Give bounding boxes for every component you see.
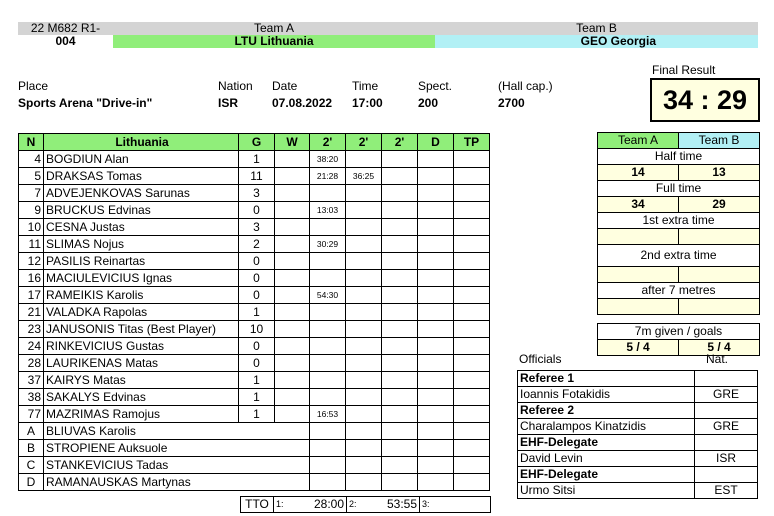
player-suspension-3 — [382, 321, 418, 338]
team-official-row — [19, 423, 490, 440]
team-official-cell — [310, 457, 346, 474]
player-warning — [275, 355, 310, 372]
after-7m-a — [598, 299, 679, 315]
match-header — [18, 22, 758, 48]
player-row — [19, 270, 490, 287]
player-name: RAMEIKIS Karolis — [44, 287, 239, 304]
player-warning — [275, 202, 310, 219]
team-official-cell — [382, 474, 418, 491]
player-suspension-1 — [310, 389, 346, 406]
player-tp — [454, 253, 490, 270]
player-goals: 1 — [239, 304, 275, 321]
officials-label: Officials — [519, 352, 562, 366]
player-suspension-1 — [310, 219, 346, 236]
team-official-cell — [346, 440, 382, 457]
player-suspension-1 — [310, 355, 346, 372]
player-suspension-1 — [310, 304, 346, 321]
player-disqualification — [418, 338, 454, 355]
player-disqualification — [418, 372, 454, 389]
player-warning — [275, 406, 310, 423]
player-warning — [275, 236, 310, 253]
player-suspension-2: 36:25 — [346, 168, 382, 185]
official-role: Referee 2 — [518, 403, 695, 419]
player-row — [19, 321, 490, 338]
team-official-row — [19, 457, 490, 474]
player-disqualification — [418, 321, 454, 338]
player-goals: 0 — [239, 355, 275, 372]
official-nationality: GRE — [695, 419, 758, 435]
player-suspension-1: 13:03 — [310, 202, 346, 219]
team-official-name: RAMANAUSKAS Martynas — [44, 474, 310, 491]
official-name-row — [518, 387, 758, 403]
nation-label: Nation — [218, 79, 253, 93]
player-row — [19, 338, 490, 355]
time-value: 17:00 — [352, 96, 383, 110]
tto-3-label: 3: — [420, 497, 443, 513]
player-goals: 3 — [239, 219, 275, 236]
team-official-letter: B — [19, 440, 44, 457]
team-a-label: Team A — [113, 22, 435, 35]
half-time-label: Half time — [598, 149, 760, 165]
player-name: RINKEVICIUS Gustas — [44, 338, 239, 355]
player-tp — [454, 355, 490, 372]
player-name: DRAKSAS Tomas — [44, 168, 239, 185]
col-header-goals: G — [239, 134, 275, 151]
player-suspension-2 — [346, 389, 382, 406]
final-result-label: Final Result — [652, 63, 716, 77]
player-row — [19, 168, 490, 185]
team-official-cell — [418, 440, 454, 457]
official-nationality: ISR — [695, 451, 758, 467]
player-goals: 0 — [239, 287, 275, 304]
player-number: 38 — [19, 389, 44, 406]
player-name: SLIMAS Nojus — [44, 236, 239, 253]
player-warning — [275, 219, 310, 236]
col-header-n: N — [19, 134, 44, 151]
col-header-warning: W — [275, 134, 310, 151]
player-goals: 1 — [239, 151, 275, 168]
player-disqualification — [418, 202, 454, 219]
player-number: 12 — [19, 253, 44, 270]
player-tp — [454, 338, 490, 355]
player-suspension-2 — [346, 304, 382, 321]
player-goals: 11 — [239, 168, 275, 185]
spect-label: Spect. — [418, 79, 453, 93]
player-tp — [454, 185, 490, 202]
officials-table — [517, 370, 758, 499]
official-role-row — [518, 435, 758, 451]
player-suspension-2 — [346, 406, 382, 423]
col-header-suspension-3: 2' — [382, 134, 418, 151]
player-goals: 1 — [239, 372, 275, 389]
player-warning — [275, 185, 310, 202]
team-b-label: Team B — [435, 22, 758, 35]
full-time-label: Full time — [598, 181, 760, 197]
player-number: 37 — [19, 372, 44, 389]
player-number: 9 — [19, 202, 44, 219]
player-suspension-1: 21:28 — [310, 168, 346, 185]
player-tp — [454, 389, 490, 406]
player-name: LAURIKENAS Matas — [44, 355, 239, 372]
player-tp — [454, 236, 490, 253]
team-official-cell — [418, 474, 454, 491]
player-name: SAKALYS Edvinas — [44, 389, 239, 406]
extra-time-1-a — [598, 229, 679, 245]
player-row — [19, 202, 490, 219]
player-suspension-2 — [346, 270, 382, 287]
team-official-cell — [454, 457, 490, 474]
date-value: 07.08.2022 — [272, 96, 333, 110]
official-role-row — [518, 403, 758, 419]
player-suspension-1 — [310, 321, 346, 338]
player-suspension-3 — [382, 168, 418, 185]
team-official-cell — [346, 457, 382, 474]
player-warning — [275, 389, 310, 406]
player-suspension-3 — [382, 338, 418, 355]
col-header-suspension-2: 2' — [346, 134, 382, 151]
player-warning — [275, 321, 310, 338]
tto-row — [240, 496, 491, 513]
player-disqualification — [418, 151, 454, 168]
player-suspension-3 — [382, 151, 418, 168]
player-suspension-3 — [382, 304, 418, 321]
player-name: ADVEJENKOVAS Sarunas — [44, 185, 239, 202]
official-nationality: GRE — [695, 387, 758, 403]
hallcap-label: (Hall cap.) — [498, 79, 553, 93]
official-name-row — [518, 483, 758, 499]
player-suspension-3 — [382, 287, 418, 304]
player-tp — [454, 151, 490, 168]
official-role-nat-cell — [695, 371, 758, 387]
player-tp — [454, 287, 490, 304]
player-suspension-3 — [382, 185, 418, 202]
team-official-cell — [310, 474, 346, 491]
team-official-cell — [310, 423, 346, 440]
player-disqualification — [418, 304, 454, 321]
player-disqualification — [418, 185, 454, 202]
team-official-cell — [418, 423, 454, 440]
player-suspension-3 — [382, 270, 418, 287]
player-goals: 0 — [239, 270, 275, 287]
player-suspension-2 — [346, 236, 382, 253]
player-suspension-1 — [310, 270, 346, 287]
player-name: JANUSONIS Titas (Best Player) — [44, 321, 239, 338]
results-table — [597, 132, 760, 356]
team-official-letter: C — [19, 457, 44, 474]
tto-3-value — [442, 497, 491, 513]
team-official-name: STANKEVICIUS Tadas — [44, 457, 310, 474]
player-suspension-2 — [346, 287, 382, 304]
team-official-cell — [382, 440, 418, 457]
team-official-row — [19, 440, 490, 457]
player-goals: 3 — [239, 185, 275, 202]
player-suspension-1: 54:30 — [310, 287, 346, 304]
player-row — [19, 406, 490, 423]
hallcap-value: 2700 — [498, 96, 525, 110]
player-goals: 2 — [239, 236, 275, 253]
team-official-row — [19, 474, 490, 491]
player-row — [19, 185, 490, 202]
player-suspension-1 — [310, 338, 346, 355]
team-official-cell — [454, 440, 490, 457]
player-suspension-3 — [382, 406, 418, 423]
tto-2-value: 53:55 — [369, 497, 420, 513]
time-label: Time — [352, 79, 379, 93]
official-role-row — [518, 371, 758, 387]
team-a-name: LTU Lithuania — [113, 35, 435, 48]
col-header-tp: TP — [454, 134, 490, 151]
player-disqualification — [418, 168, 454, 185]
player-goals: 0 — [239, 338, 275, 355]
player-warning — [275, 304, 310, 321]
results-spacer — [598, 315, 760, 324]
player-tp — [454, 372, 490, 389]
player-suspension-2 — [346, 202, 382, 219]
official-role: Referee 1 — [518, 371, 695, 387]
match-code: 22 M682 R1- — [18, 22, 113, 35]
team-official-cell — [454, 423, 490, 440]
players-header-row — [19, 134, 490, 151]
player-suspension-3 — [382, 253, 418, 270]
player-name: MACIULEVICIUS Ignas — [44, 270, 239, 287]
player-number: 21 — [19, 304, 44, 321]
tto-1-value: 28:00 — [296, 497, 347, 513]
results-team-a: Team A — [598, 133, 679, 149]
team-official-cell — [346, 474, 382, 491]
player-disqualification — [418, 236, 454, 253]
official-role: EHF-Delegate — [518, 467, 695, 483]
sevenm-b: 5 / 4 — [679, 340, 760, 356]
player-row — [19, 151, 490, 168]
player-suspension-2 — [346, 185, 382, 202]
extra-time-1-b — [679, 229, 760, 245]
final-score: 34 : 29 — [650, 78, 760, 122]
player-suspension-2 — [346, 219, 382, 236]
player-suspension-3 — [382, 389, 418, 406]
official-role: EHF-Delegate — [518, 435, 695, 451]
player-suspension-2 — [346, 321, 382, 338]
player-name: VALADKA Rapolas — [44, 304, 239, 321]
player-name: MAZRIMAS Ramojus — [44, 406, 239, 423]
official-nationality: EST — [695, 483, 758, 499]
player-goals: 1 — [239, 406, 275, 423]
player-warning — [275, 338, 310, 355]
extra-time-2-a — [598, 267, 679, 283]
player-warning — [275, 287, 310, 304]
player-disqualification — [418, 270, 454, 287]
official-role-nat-cell — [695, 403, 758, 419]
player-name: CESNA Justas — [44, 219, 239, 236]
player-number: 23 — [19, 321, 44, 338]
player-tp — [454, 406, 490, 423]
team-official-cell — [310, 440, 346, 457]
player-name: BOGDIUN Alan — [44, 151, 239, 168]
player-disqualification — [418, 253, 454, 270]
player-warning — [275, 151, 310, 168]
player-number: 28 — [19, 355, 44, 372]
tto-1-label: 1: — [274, 497, 297, 513]
player-number: 24 — [19, 338, 44, 355]
player-suspension-3 — [382, 219, 418, 236]
player-disqualification — [418, 355, 454, 372]
official-role-row — [518, 467, 758, 483]
player-suspension-1: 30:29 — [310, 236, 346, 253]
player-tp — [454, 202, 490, 219]
team-official-cell — [454, 474, 490, 491]
player-warning — [275, 372, 310, 389]
nation-value: ISR — [218, 96, 239, 110]
player-tp — [454, 168, 490, 185]
player-suspension-2 — [346, 372, 382, 389]
player-goals: 0 — [239, 253, 275, 270]
player-number: 16 — [19, 270, 44, 287]
player-number: 7 — [19, 185, 44, 202]
team-official-cell — [346, 423, 382, 440]
player-suspension-3 — [382, 355, 418, 372]
team-official-letter: A — [19, 423, 44, 440]
official-name: Charalampos Kinatzidis — [518, 419, 695, 435]
player-row — [19, 372, 490, 389]
player-number: 77 — [19, 406, 44, 423]
official-name-row — [518, 451, 758, 467]
match-number: 004 — [55, 34, 76, 48]
official-name: Urmo Sitsi — [518, 483, 695, 499]
player-suspension-1: 16:53 — [310, 406, 346, 423]
player-name: PASILIS Reinartas — [44, 253, 239, 270]
extra-time-2-b — [679, 267, 760, 283]
player-row — [19, 253, 490, 270]
player-row — [19, 219, 490, 236]
player-disqualification — [418, 389, 454, 406]
player-tp — [454, 219, 490, 236]
player-row — [19, 355, 490, 372]
half-time-a: 14 — [598, 165, 679, 181]
player-suspension-3 — [382, 202, 418, 219]
team-official-letter: D — [19, 474, 44, 491]
date-label: Date — [272, 79, 298, 93]
nat-label: Nat. — [706, 352, 729, 366]
player-tp — [454, 270, 490, 287]
player-suspension-2 — [346, 253, 382, 270]
team-official-cell — [418, 457, 454, 474]
full-time-a: 34 — [598, 197, 679, 213]
col-header-suspension-1: 2' — [310, 134, 346, 151]
team-official-cell — [382, 423, 418, 440]
team-b-name: GEO Georgia — [435, 35, 758, 48]
player-name: KAIRYS Matas — [44, 372, 239, 389]
player-goals: 1 — [239, 389, 275, 406]
official-role-nat-cell — [695, 467, 758, 483]
player-row — [19, 389, 490, 406]
player-suspension-1 — [310, 372, 346, 389]
player-number: 11 — [19, 236, 44, 253]
player-number: 10 — [19, 219, 44, 236]
results-team-b: Team B — [679, 133, 760, 149]
place-label: Place — [18, 79, 49, 93]
half-time-b: 13 — [679, 165, 760, 181]
player-number: 17 — [19, 287, 44, 304]
col-header-team: Lithuania — [44, 134, 239, 151]
player-suspension-2 — [346, 338, 382, 355]
after-7m-label: after 7 metres — [598, 283, 760, 299]
player-disqualification — [418, 287, 454, 304]
player-suspension-2 — [346, 355, 382, 372]
player-suspension-1: 38:20 — [310, 151, 346, 168]
official-name-row — [518, 419, 758, 435]
player-number: 4 — [19, 151, 44, 168]
official-name: David Levin — [518, 451, 695, 467]
official-role-nat-cell — [695, 435, 758, 451]
player-goals: 0 — [239, 202, 275, 219]
after-7m-b — [679, 299, 760, 315]
extra-time-2-label: 2nd extra time — [598, 245, 760, 267]
team-official-cell — [382, 457, 418, 474]
player-suspension-3 — [382, 236, 418, 253]
players-table — [18, 133, 490, 491]
tto-2-label: 2: — [347, 497, 370, 513]
col-header-disqualification: D — [418, 134, 454, 151]
official-name: Ioannis Fotakidis — [518, 387, 695, 403]
spect-value: 200 — [418, 96, 439, 110]
full-time-b: 29 — [679, 197, 760, 213]
tto-label: TTO — [241, 497, 274, 513]
sevenm-label: 7m given / goals — [598, 324, 760, 340]
player-name: BRUCKUS Edvinas — [44, 202, 239, 219]
player-row — [19, 287, 490, 304]
player-suspension-3 — [382, 372, 418, 389]
player-row — [19, 304, 490, 321]
player-disqualification — [418, 219, 454, 236]
player-goals: 10 — [239, 321, 275, 338]
player-suspension-1 — [310, 253, 346, 270]
player-suspension-2 — [346, 151, 382, 168]
player-number: 5 — [19, 168, 44, 185]
player-warning — [275, 270, 310, 287]
team-official-name: BLIUVAS Karolis — [44, 423, 310, 440]
player-tp — [454, 321, 490, 338]
sevenm-a: 5 / 4 — [598, 340, 679, 356]
team-official-name: STROPIENE Auksuole — [44, 440, 310, 457]
player-tp — [454, 304, 490, 321]
player-row — [19, 236, 490, 253]
player-disqualification — [418, 406, 454, 423]
player-warning — [275, 168, 310, 185]
player-warning — [275, 253, 310, 270]
extra-time-1-label: 1st extra time — [598, 213, 760, 229]
place-value: Sports Arena "Drive-in" — [18, 96, 153, 110]
player-suspension-1 — [310, 185, 346, 202]
